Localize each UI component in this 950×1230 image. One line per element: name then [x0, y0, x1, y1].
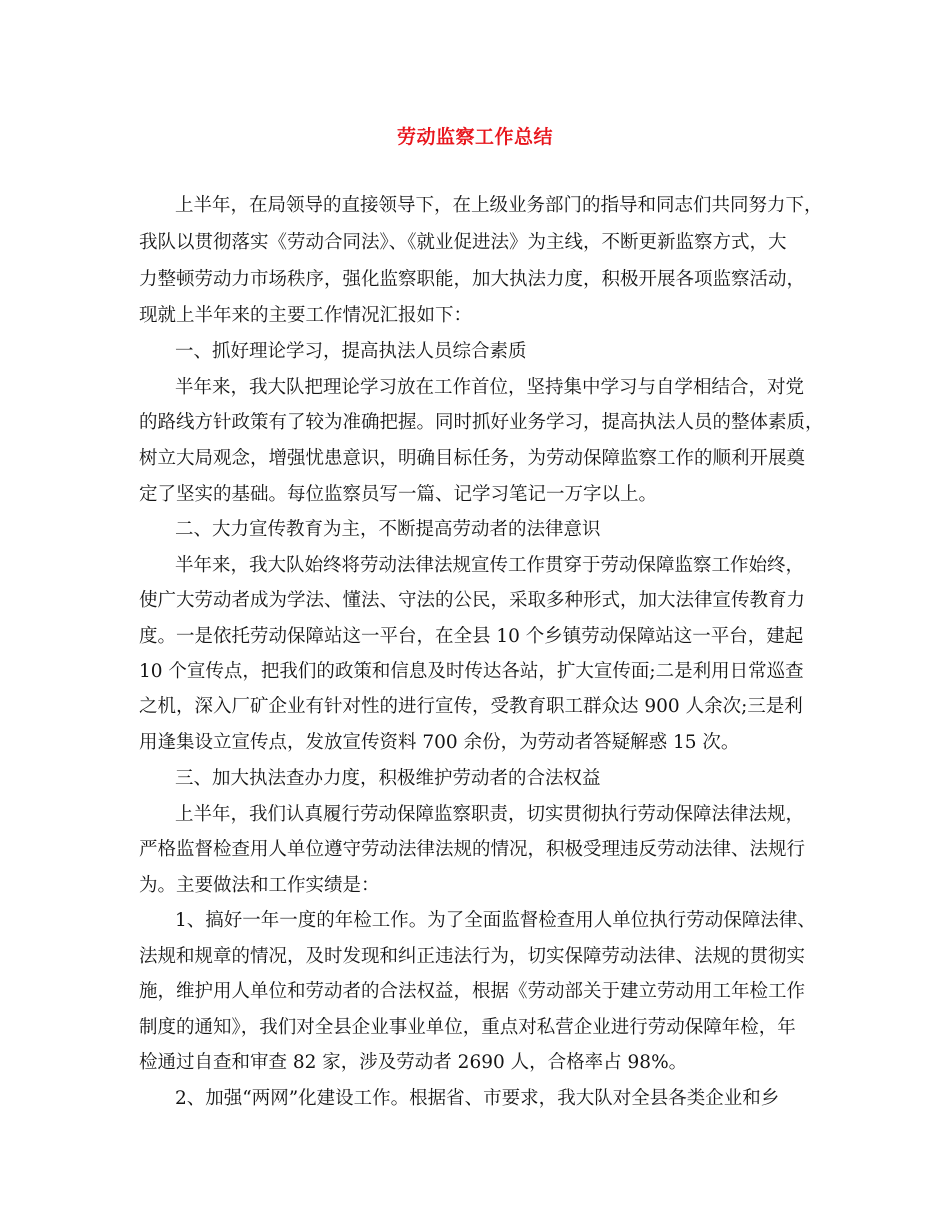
paragraph-line: 为。主要做法和工作实绩是： [139, 875, 380, 896]
paragraph-line: 树立大局观念，增强忧患意识，明确目标任务，为劳动保障监察工作的顺利开展奠 [139, 448, 806, 469]
paragraph-line: 法规和规章的情况，及时发现和纠正违法行为，切实保障劳动法律、法规的贯彻实 [139, 946, 806, 967]
paragraph-line: 定了坚实的基础。每位监察员写一篇、记学习笔记一万字以上。 [139, 484, 658, 505]
paragraph-line: 的路线方针政策有了较为准确把握。同时抓好业务学习，提高执法人员的整体素质， [139, 412, 824, 433]
paragraph-line: 上半年，在局领导的直接领导下，在上级业务部门的指导和同志们共同努力下， [175, 195, 823, 216]
paragraph-line: 上半年，我们认真履行劳动保障监察职责，切实贯彻执行劳动保障法律法规， [175, 804, 805, 825]
document-title: 劳动监察工作总结 [396, 126, 553, 148]
paragraph-line: 10 个宣传点，把我们的政策和信息及时传达各站，扩大宣传面;二是利用日常巡查 [139, 661, 804, 682]
paragraph-line: 之机，深入厂矿企业有针对性的进行宣传，受教育职工群众达 900 人余次;三是利 [139, 696, 803, 717]
paragraph-line: 2、加强“两网”化建设工作。根据省、市要求，我大队对全县各类企业和乡 [175, 1088, 780, 1109]
paragraph-line: 施，维护用人单位和劳动者的合法权益，根据《劳动部关于建立劳动用工年检工作 [139, 981, 806, 1002]
paragraph-line: 我队以贯彻落实《劳动合同法》、《就业促进法》为主线，不断更新监察方式，大 [139, 232, 787, 253]
paragraph-line: 用逢集设立宣传点，发放宣传资料 700 余份，为劳动者答疑解惑 15 次。 [139, 732, 740, 753]
paragraph-line: 使广大劳动者成为学法、懂法、守法的公民，采取多种形式，加大法律宣传教育力 [139, 590, 806, 611]
paragraph-line: 严格监督检查用人单位遵守劳动法律法规的情况，积极受理违反劳动法律、法规行 [139, 839, 806, 860]
paragraph-line: 半年来，我大队始终将劳动法律法规宣传工作贯穿于劳动保障监察工作始终， [175, 555, 805, 576]
paragraph-line: 力整顿劳动力市场秩序，强化监察职能，加大执法力度，积极开展各项监察活动， [139, 269, 806, 290]
paragraph-line: 1、搞好一年一度的年检工作。为了全面监督检查用人单位执行劳动保障法律、 [175, 910, 816, 931]
section-heading: 三、加大执法查办力度，积极维护劳动者的合法权益 [175, 768, 601, 789]
section-heading: 一、抓好理论学习，提高执法人员综合素质 [175, 341, 527, 362]
paragraph-line: 制度的通知》，我们对全县企业事业单位，重点对私营企业进行劳动保障年检，年 [139, 1017, 796, 1038]
paragraph-line: 半年来，我大队把理论学习放在工作首位，坚持集中学习与自学相结合，对党 [175, 377, 805, 398]
section-heading: 二、大力宣传教育为主，不断提高劳动者的法律意识 [175, 519, 601, 540]
paragraph-line: 检通过自查和审查 82 家，涉及劳动者 2690 人，合格率占 98%。 [139, 1052, 688, 1073]
paragraph-line: 现就上半年来的主要工作情况汇报如下： [139, 305, 473, 326]
paragraph-line: 度。一是依托劳动保障站这一平台，在全县 10 个乡镇劳动保障站这一平台，建起 [139, 626, 804, 647]
